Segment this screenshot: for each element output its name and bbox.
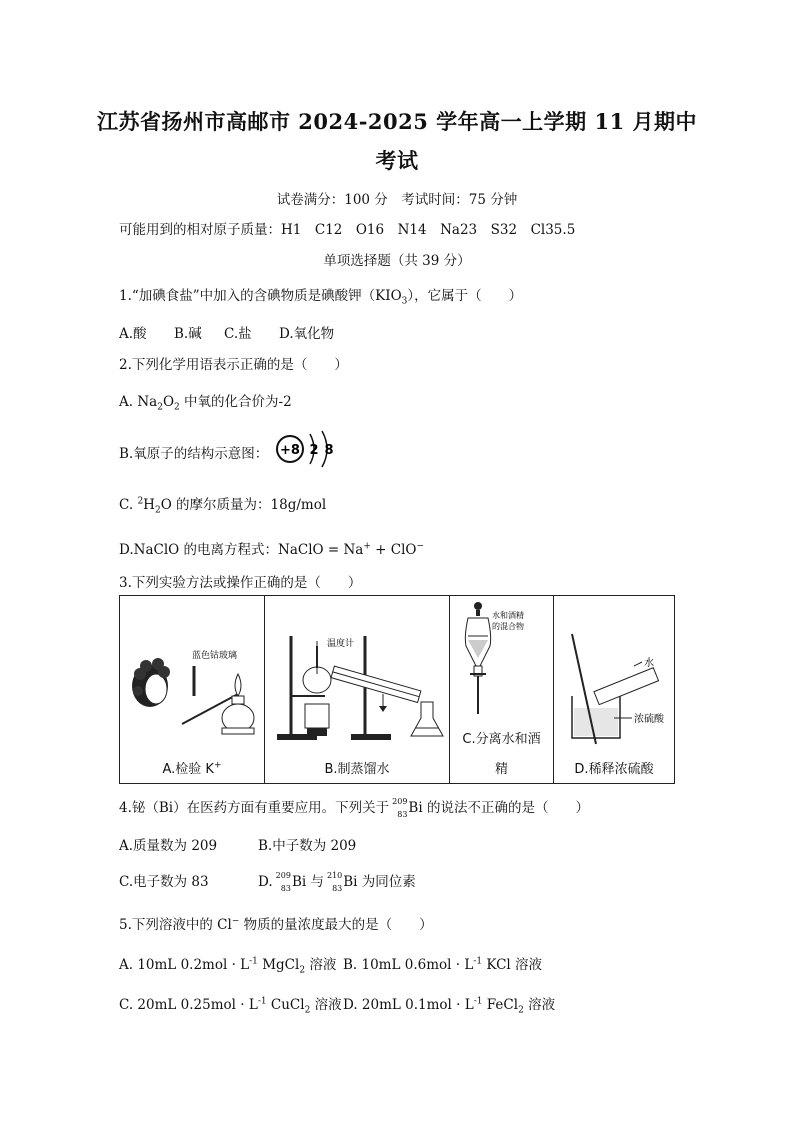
section-heading: 单项选择题（共 39 分） [323,253,471,269]
q1-option-c[interactable]: C.盐 [224,326,252,342]
q3-experiment-table [119,595,675,784]
water-label: 水 [644,658,654,669]
flame-test-illustration [120,596,264,756]
q2-option-a[interactable]: A. $Na_2O_2$ 中氧的化合价为-2 [119,394,292,413]
q2-stem: 2.下列化学用语表示正确的是（ ） [119,357,348,373]
q1-option-d[interactable]: D.氧化物 [279,326,335,342]
q4-option-d[interactable]: D. 209 83 Bi 与 210 83 Bi 为同位素 [258,870,416,893]
sulfuric-acid-label: 浓硫酸 [634,714,664,725]
q3-option-a-caption: A.检验 K+ [162,760,222,777]
q1-options [119,322,334,342]
thermometer-label: 温度计 [327,639,355,649]
q3-option-c-caption-line2: 精 [494,762,508,777]
atomic-masses: 可能用到的相对原子质量：H1 C12 O16 N14 Na23 S32 Cl35.5 [119,222,576,238]
q5-option-b[interactable]: B. 10mL $0.6mol \cdot L^{-1}$ KCl 溶液 [343,956,543,973]
q1-stem: 1.“加碘食盐”中加入的含碘物质是碘酸钾$(KIO_3)$，它属于（ ） [119,288,523,307]
q3-option-d-cell[interactable] [554,596,675,784]
bi-209-nuclide: 209 83 [392,796,408,819]
q4-stem: 4.铋（Bi）在医药方面有重要应用。下列关于 209 83 Bi 的说法不正确的是（ ） [119,796,589,819]
q4-options-row1 [119,834,356,854]
q2-option-d[interactable]: D.NaClO 的电离方程式：NaClO = Na+ + ClO− [119,541,425,558]
q1-option-b[interactable]: B.碱 [174,326,202,342]
cobalt-glass-label: 蓝色钴玻璃 [192,651,238,661]
q4-options-row2 [119,870,416,893]
q3-option-b-cell[interactable] [265,596,450,784]
q3-option-c-cell[interactable] [450,596,554,784]
shell-2-electrons: 8 [324,443,334,458]
mixture-label-2: 的混合物 [492,622,524,631]
exam-title-line1: 江苏省扬州市高邮市 2024-2025 学年高一上学期 11 月期中 [96,109,698,134]
q2-option-b[interactable]: B.氧原子的结构示意图： [119,446,269,462]
q5-options-row2 [119,993,555,1016]
q1-option-a[interactable]: A.酸 [119,326,147,342]
q3-option-d-caption: D.稀释浓硫酸 [574,762,654,777]
separatory-funnel-illustration [450,596,553,736]
distillation-illustration [265,596,449,756]
q3-stem: 3.下列实验方法或操作正确的是（ ） [119,575,362,591]
q4-option-a[interactable]: A.质量数为 209 [119,838,218,854]
q5-option-d[interactable]: D. 20mL $0.1mol \cdot L^{-1}$ FeCl$_2$ 溶液 [343,996,556,1016]
exam-info: 试卷满分：100 分 考试时间：75 分钟 [276,192,518,208]
nucleus-charge: +8 [280,443,300,458]
q4-option-c[interactable]: C.电子数为 83 [119,874,209,890]
q3-option-a-cell[interactable] [120,596,265,784]
mixture-label-1: 水和酒精 [492,611,524,620]
q4-option-b[interactable]: B.中子数为 209 [258,838,357,854]
exam-title-line2: 考试 [375,148,419,173]
q5-stem: 5.下列溶液中的 Cl− 物质的量浓度最大的是（ ） [119,916,433,933]
q5-option-c[interactable]: C. 20mL $0.25mol \cdot L^{-1}$ CuCl$_2$ 溶液 [119,996,342,1016]
q3-option-c-caption-line1: C.分离水和酒 [462,732,541,747]
dilution-illustration [554,596,674,756]
q5-option-a[interactable]: A. 10mL $0.2mol \cdot L^{-1}$ MgCl$_2$ 溶液 [119,956,337,976]
shell-1-electrons: 2 [309,443,319,458]
q2-option-c[interactable]: C. $^2H_2O$ 的摩尔质量为：18g/mol [119,496,327,516]
q3-option-b-caption: B.制蒸馏水 [324,762,390,777]
oxygen-atom-diagram [272,428,344,470]
q5-options-row1 [119,953,542,976]
